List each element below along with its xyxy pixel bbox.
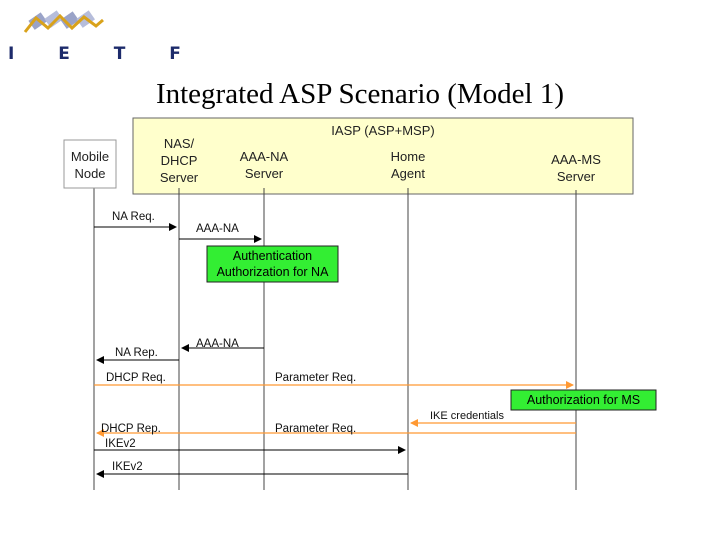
mobile-node-label: Mobile Node (70, 149, 110, 181)
home-agent-label: Home Agent (390, 149, 426, 181)
msg-parameter-req-2: Parameter Req. (275, 423, 357, 435)
ietf-logo (25, 10, 103, 32)
page-title: Integrated ASP Scenario (Model 1) (155, 78, 565, 110)
msg-dhcp-req: DHCP Req. (106, 372, 166, 384)
auth-na-text: Authentication Authorization for NA (216, 249, 329, 279)
msg-dhcp-rep: DHCP Rep. (101, 423, 161, 435)
msg-ike-credentials: IKE credentials (430, 410, 504, 422)
ietf-logo-letters: I E T F (8, 44, 200, 64)
aaa-na-server-label: AAA-NA Server (239, 149, 289, 181)
aaa-ms-server-label: AAA-MS Server (551, 152, 601, 184)
msg-na-req: NA Req. (112, 211, 155, 223)
msg-ikev2-2: IKEv2 (112, 461, 143, 473)
msg-na-rep: NA Rep. (115, 347, 158, 359)
msg-aaa-na-1: AAA-NA (196, 223, 239, 235)
msg-parameter-req-1: Parameter Req. (275, 372, 357, 384)
auth-ms-text: Authorization for MS (526, 393, 641, 407)
nas-dhcp-server-label: NAS/ DHCP Server (159, 136, 199, 185)
msg-ikev2-1: IKEv2 (105, 438, 136, 450)
iasp-domain-label: IASP (ASP+MSP) (331, 123, 435, 138)
msg-aaa-na-2: AAA-NA (196, 338, 239, 350)
